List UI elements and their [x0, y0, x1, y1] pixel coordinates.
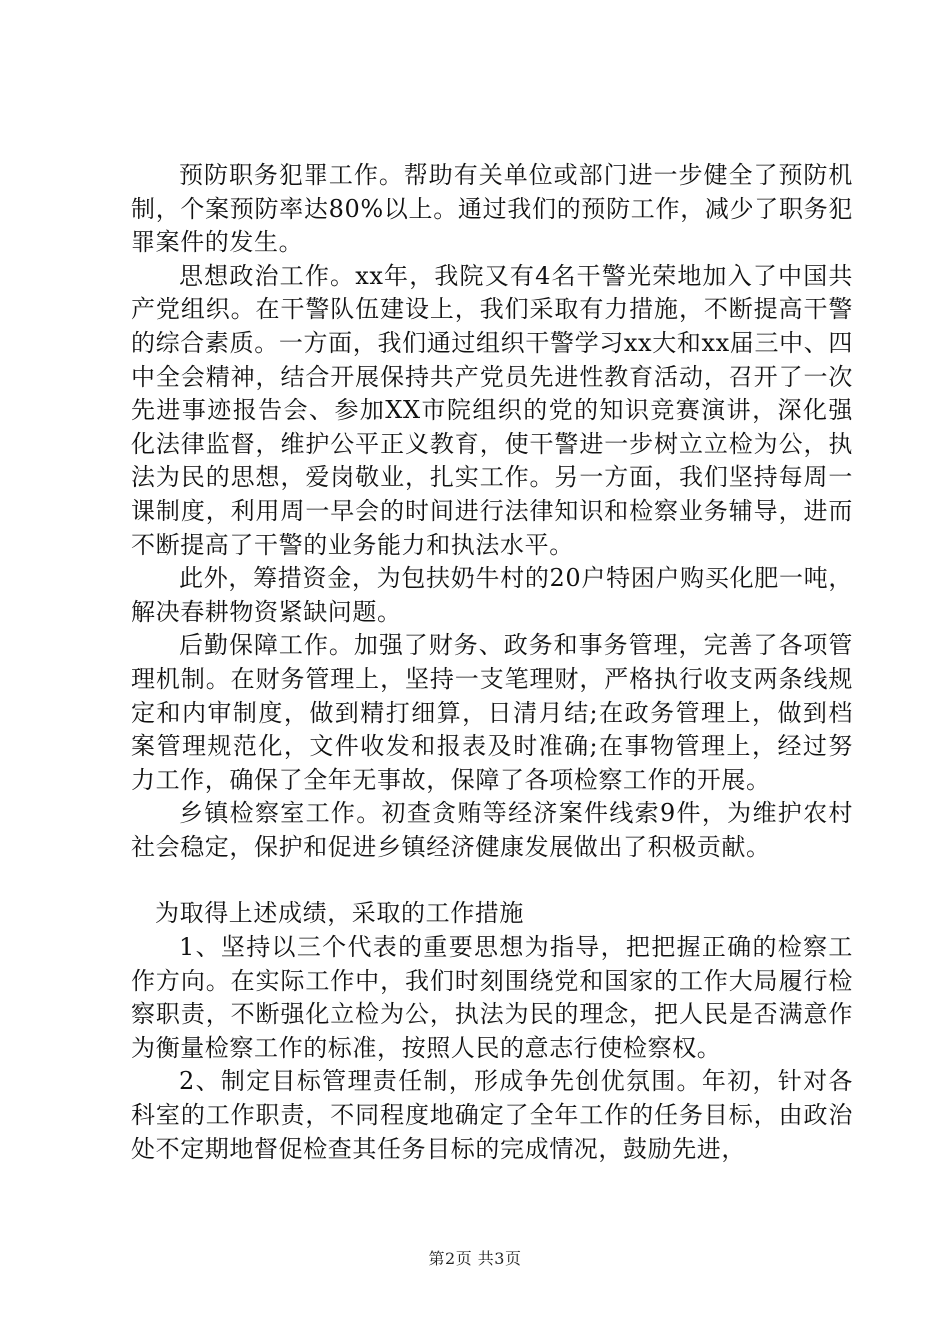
paragraph-prevention: 预防职务犯罪工作。帮助有关单位或部门进一步健全了预防机制，个案预防率达80%以上。通过我们的预防工作，减少了职务犯罪案件的发生。 [131, 161, 853, 257]
paragraph-funding: 此外，筹措资金，为包扶奶牛村的20户特困户购买化肥一吨，解决春耕物资紧缺问题。 [131, 564, 853, 626]
paragraph-measure-2: 2、制定目标管理责任制，形成争先创优氛围。年初，针对各科室的工作职责，不同程度地确定了全年工作的任务目标，由政治处不定期地督促检查其任务目标的完成情况，鼓励先进， [131, 1067, 853, 1163]
paragraph-measure-1: 1、坚持以三个代表的重要思想为指导，把把握正确的检察工作方向。在实际工作中，我们时刻围绕党和国家的工作大局履行检察职责，不断强化立检为公，执法为民的理念，把人民是否满意作为衡量检察工作的标准，按照人民的意志行使检察权。 [131, 933, 853, 1062]
paragraph-township-office: 乡镇检察室工作。初查贪贿等经济案件线索9件，为维护农村社会稳定，保护和促进乡镇经济健康发展做出了积极贡献。 [131, 799, 853, 861]
paragraph-political-work: 思想政治工作。xx年，我院又有4名干警光荣地加入了中国共产党组织。在干警队伍建设上，我们采取有力措施，不断提高干警的综合素质。一方面，我们通过组织干警学习xx大和xx届三中、四中全会精神，结合开展保持共产党员先进性教育活动，召开了一次先进事迹报告会、参加XX市院组织的党的知识竞赛演讲，深化强化法律监督，维护公平正义教育，使干警进一步树立立检为公，执法为民的思想，爱岗敬业，扎实工作。另一方面，我们坚持每周一课制度，利用周一早会的时间进行法律知识和检察业务辅导，进而不断提高了干警的业务能力和执法水平。 [131, 261, 853, 559]
paragraph-logistics: 后勤保障工作。加强了财务、政务和事务管理，完善了各项管理机制。在财务管理上，坚持一支笔理财，严格执行收支两条线规定和内审制度，做到精打细算，日清月结;在政务管理上，做到档案管理规范化，文件收发和报表及时准确;在事物管理上，经过努力工作，确保了全年无事故，保障了各项检察工作的开展。 [131, 631, 853, 794]
document-body [131, 159, 853, 1166]
section-heading-measures: 为取得上述成绩，采取的工作措施 [155, 899, 524, 928]
page-number-footer: 第2页 共3页 [428, 1249, 522, 1268]
